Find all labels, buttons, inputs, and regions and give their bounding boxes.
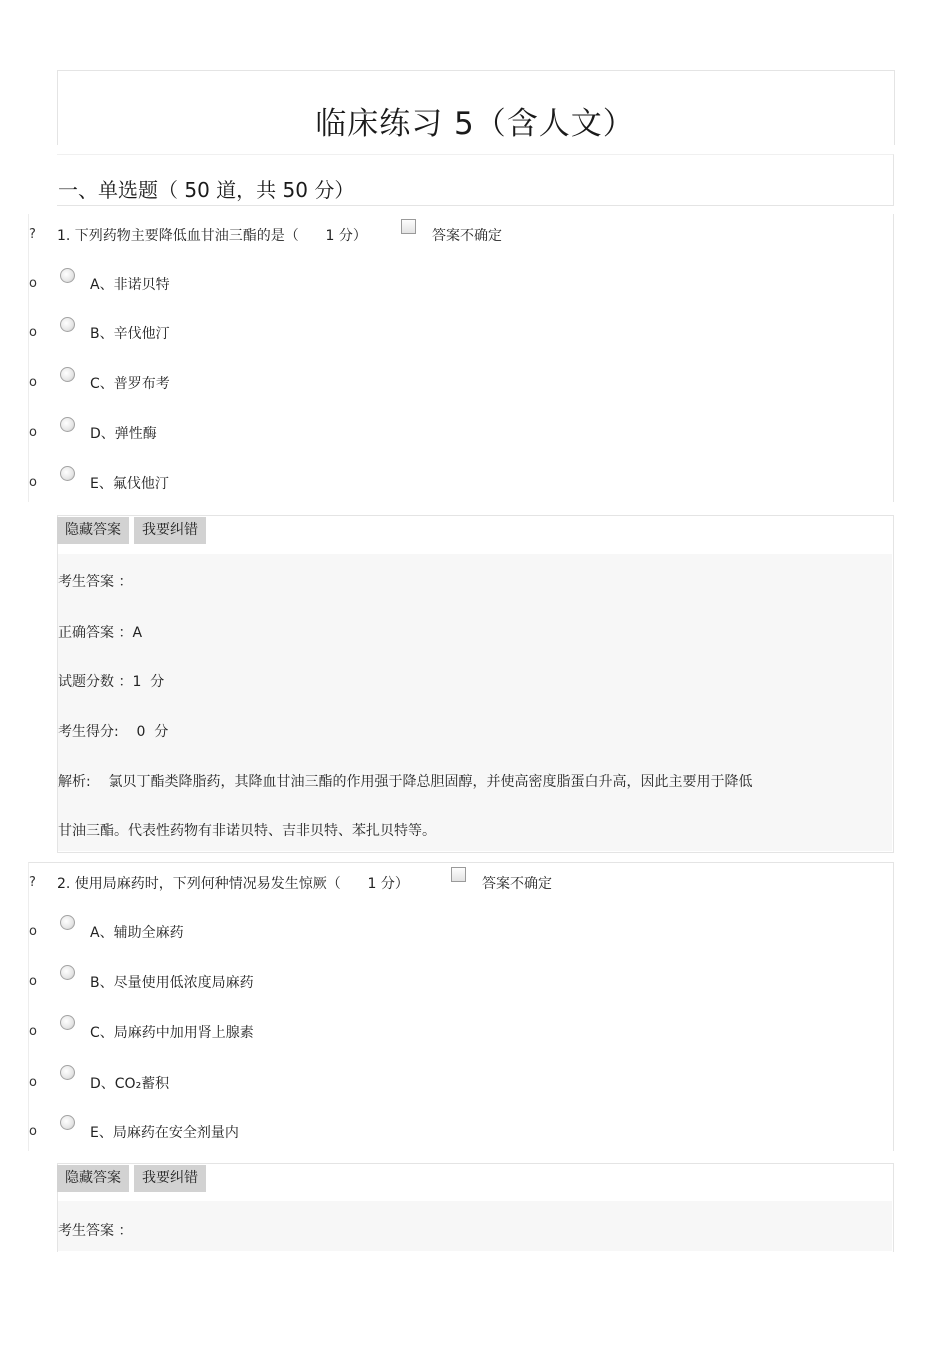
option-label: B、尽量使用低浓度局麻药 — [90, 975, 254, 991]
option-bullet: o — [29, 1024, 37, 1039]
question-marker: ? — [29, 227, 36, 242]
report-error-button[interactable]: 我要纠错 — [134, 517, 206, 544]
option-label: A、非诺贝特 — [90, 277, 170, 293]
correct-answer: 正确答案 ：A — [58, 625, 143, 641]
hide-answer-button[interactable]: 隐藏答案 — [57, 517, 129, 544]
option-radio[interactable] — [60, 1065, 75, 1080]
option-bullet: o — [29, 375, 37, 390]
student-score: 考生得分: 0 分 — [58, 724, 169, 740]
analysis-text-continued: 甘油三酯。代表性药物有非诺贝特、吉非贝特、苯扎贝特等。 — [58, 823, 436, 839]
option-label: D、CO₂蓄积 — [90, 1076, 170, 1092]
option-label: E、氟伐他汀 — [90, 476, 169, 492]
answer-panel-body — [58, 554, 892, 851]
option-radio[interactable] — [60, 1115, 75, 1130]
unsure-checkbox[interactable] — [401, 219, 416, 234]
analysis-text: 解析: 氯贝丁酯类降脂药，其降血甘油三酯的作用强于降总胆固醇，并使高密度脂蛋白升高，因此主要用于降低 — [58, 774, 753, 790]
option-bullet: o — [29, 276, 37, 291]
option-label: E、局麻药在安全剂量内 — [90, 1125, 239, 1141]
option-bullet: o — [29, 974, 37, 989]
unsure-checkbox[interactable] — [451, 867, 466, 882]
option-bullet: o — [29, 1124, 37, 1139]
option-radio[interactable] — [60, 915, 75, 930]
question-marker: ? — [29, 875, 36, 890]
option-radio[interactable] — [60, 317, 75, 332]
question-block — [28, 862, 894, 1151]
option-radio[interactable] — [60, 367, 75, 382]
option-radio[interactable] — [60, 466, 75, 481]
option-label: A、辅助全麻药 — [90, 925, 184, 941]
question-score: 试题分数 ：1 分 — [58, 674, 165, 690]
option-bullet: o — [29, 475, 37, 490]
answer-panel-body — [58, 1201, 892, 1251]
option-bullet: o — [29, 1075, 37, 1090]
unsure-label: 答案不确定 — [482, 876, 552, 892]
option-bullet: o — [29, 325, 37, 340]
student-answer: 考生答案 ： — [58, 1223, 133, 1239]
option-label: D、弹性酶 — [90, 426, 157, 442]
report-error-button[interactable]: 我要纠错 — [134, 1165, 206, 1192]
option-label: B、辛伐他汀 — [90, 326, 170, 342]
option-radio[interactable] — [60, 417, 75, 432]
option-radio[interactable] — [60, 965, 75, 980]
option-radio[interactable] — [60, 1015, 75, 1030]
option-bullet: o — [29, 924, 37, 939]
hide-answer-button[interactable]: 隐藏答案 — [57, 1165, 129, 1192]
question-stem: 1. 下列药物主要降低血甘油三酯的是（ 1 分） — [57, 228, 367, 244]
section-heading: 一、单选题（ 50 道，共 50 分） — [58, 178, 355, 202]
option-label: C、局麻药中加用肾上腺素 — [90, 1025, 254, 1041]
option-bullet: o — [29, 425, 37, 440]
question-stem: 2. 使用局麻药时，下列何种情况易发生惊厥（ 1 分） — [57, 876, 409, 892]
option-radio[interactable] — [60, 268, 75, 283]
question-block — [28, 214, 894, 502]
option-label: C、普罗布考 — [90, 376, 170, 392]
unsure-label: 答案不确定 — [432, 228, 502, 244]
page-title: 临床练习 5（含人文） — [315, 106, 635, 142]
student-answer: 考生答案 ： — [58, 574, 133, 590]
